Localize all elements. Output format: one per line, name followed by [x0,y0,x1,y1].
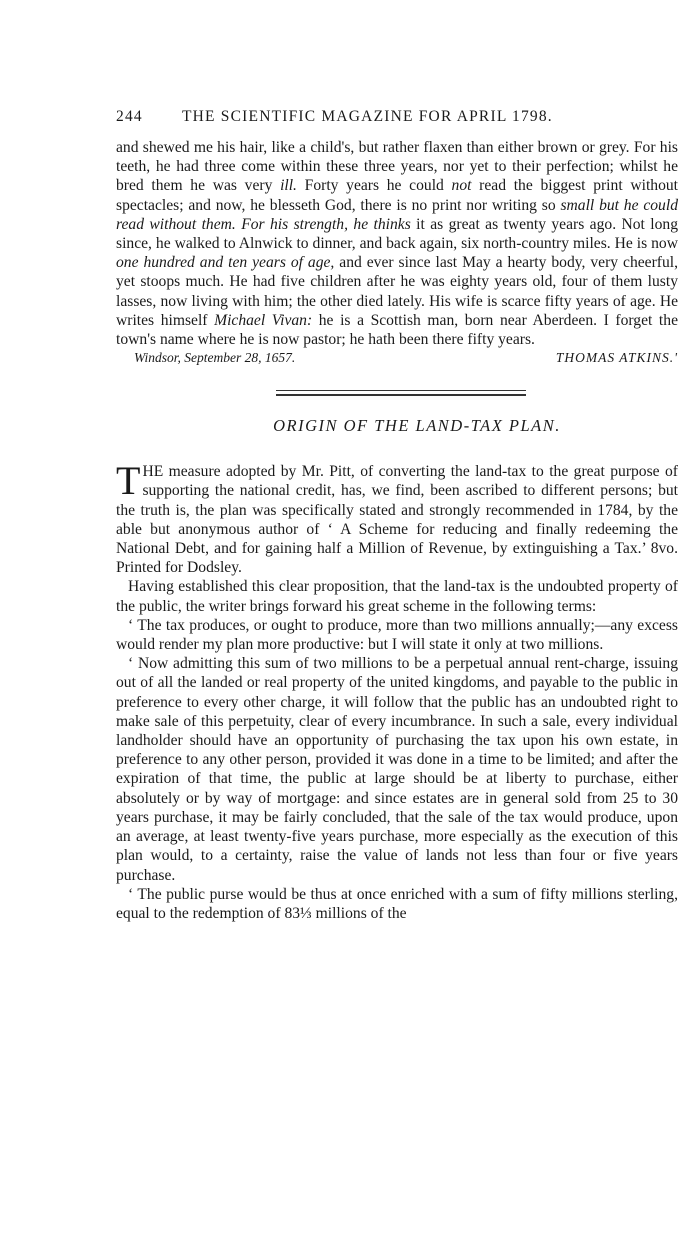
running-title: THE SCIENTIFIC MAGAZINE FOR APRIL 1798. [182,108,553,125]
article-paragraph-1 [116,458,678,577]
divider-thin-rule [276,390,526,391]
letter-text-run: read the biggest print without spectacles; and now, he blesseth God, there is no print nor writing so [116,177,678,214]
letter-signoff [116,350,678,372]
letter-text-run: one hundred and ten years of age, [116,254,335,272]
article-title: ORIGIN OF THE LAND-TAX PLAN. [273,416,561,436]
article-paragraph-5: ‘ The public purse would be thus at once enriched with a sum of fifty millions sterling, equal to the redemption of 83⅓ millions of the [116,885,678,922]
letter-text-run: Michael Vivan: [214,311,313,329]
article-paragraph-4: ‘ Now admitting this sum of two millions to be a perpetual annual rent-charge, issuing out of all the landed or real property of the united kingdoms, and payable to the public in preference to every other charge, it will follow that the public has an undoubted right to make sale of this perpetuity, clear of every incumbrance. In such a sale, every individual landholder should have an opportunity of purchasing the tax upon his own estate, in preference to any other person, provided it was done in a time to be limited; and after the expiration of that time, the public at large should be at liberty to purchase, either absolutely or by way of mortgage: and since estates are in general sold from 25 to 30 years purchase, it may be fairly concluded, that the sale of the tax would produce, upon an average, at least twenty-five years purchase, more especially as the execution of this plan would, to a certainty, raise the value of lands not less than four or five years purchase. [116,655,678,884]
letter-text-run: it as great as twenty years ago. Not long since, he walked to Alnwick to dinner, and back again, six north-country miles. He is now [116,215,679,253]
letter-signature: THOMAS ATKINS.' [555,350,678,366]
letter-text-run: he is a Scottish man, born near Aberdeen. I forget the town's name where he is now pastor; he hath been there fifty years. [116,311,678,349]
article-paragraph-2: Having established this clear proposition, that the land-tax is the undoubted property of the public, the writer brings forward his great scheme in the following terms: [116,578,678,615]
running-head [116,108,678,138]
drop-cap: T [116,458,141,504]
letter-place-date: Windsor, September 28, 1657. [134,350,296,366]
letter-text-run: not [451,177,472,195]
magazine-page [116,108,678,923]
letter-text-run: and shewed me his hair, like a child's, but rather flaxen than either brown or grey. For his teeth, he had three come within these three years, nor yet to their perfection; whilst he bred them he was very [116,139,678,195]
letter-text-run: ill. [280,177,297,195]
letter-text-run: and ever since last May a hearty body, very cheerful, yet stoops much. He had five children after he was eighty years old, four of them lusty lasses, now living with him; the other died lately. His wife is scarce fifty years of age. He writes himself [116,254,679,329]
divider-thick-rule [276,394,526,396]
article-paragraph-1-text: HE measure adopted by Mr. Pitt, of converting the land-tax to the great purpose of supporting the national credit, has, we find, been ascribed to different persons; but the truth is, the plan was specifically stated and strongly recommended in 1784, by the able but anonymous author of ‘ A Scheme for reducing and finally redeeming the National Debt, and for gaining half a Million of Revenue, by extinguishing a Tax.’ 8vo. Printed for Dodsley. [116,463,678,577]
letter-paragraph [116,138,678,349]
section-divider [276,390,526,396]
letter-text-run: small but he could read without them. For his strength, he thinks [116,196,678,233]
letter-text-run: Forty years he could [296,177,452,195]
article-paragraph-3: ‘ The tax produces, or ought to produce, more than two millions annually;—any excess would render my plan more productive: but I will state it only at two millions. [116,616,678,654]
page-number: 244 [116,108,143,125]
